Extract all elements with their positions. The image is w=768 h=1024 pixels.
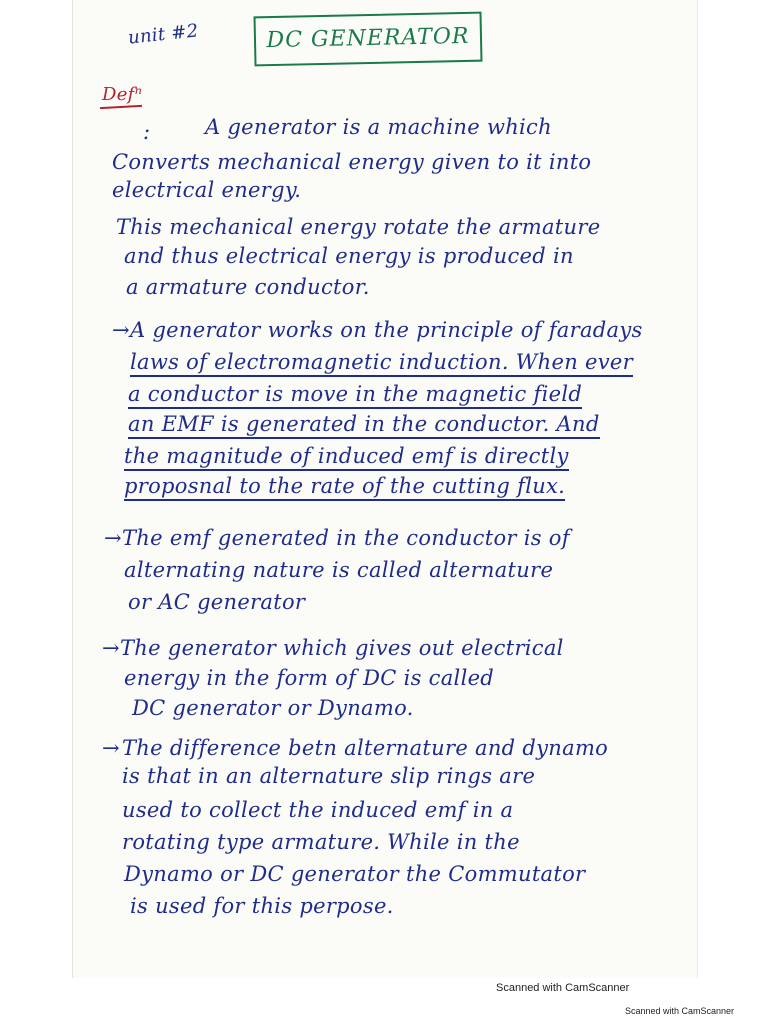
text-line: Dynamo or DC generator the Commutator	[124, 862, 586, 886]
text-line: and thus electrical energy is produced in	[124, 244, 574, 268]
scanner-watermark-small: Scanned with CamScanner	[625, 1006, 735, 1016]
scanner-watermark: Scanned with CamScanner	[496, 982, 630, 994]
definition-label: Defⁿ	[102, 84, 143, 105]
text-line: a armature conductor.	[126, 275, 370, 299]
text-line: The emf generated in the conductor is of	[122, 526, 570, 550]
text-line: electrical energy.	[112, 178, 302, 202]
text-line: is used for this perpose.	[130, 894, 394, 918]
page-title: DC GENERATOR	[266, 23, 470, 54]
text-line: Converts mechanical energy given to it into	[112, 150, 592, 174]
text-line-underlined: a conductor is move in the magnetic field	[128, 382, 582, 409]
text-line-underlined: an EMF is generated in the conductor. And	[128, 412, 600, 439]
text-line: is that in an alternature slip rings are	[122, 764, 536, 788]
text-line: This mechanical energy rotate the armature	[116, 215, 601, 239]
text-line: used to collect the induced emf in a	[122, 798, 514, 822]
text-line: or AC generator	[128, 590, 306, 614]
text-line: energy in the form of DC is called	[124, 666, 495, 690]
text-line: The difference betn alternature and dynamo	[122, 736, 609, 760]
text-line-underlined: the magnitude of induced emf is directly	[124, 444, 569, 471]
title-box	[254, 12, 483, 67]
arrow-bullet-icon: →	[102, 636, 120, 660]
text-line: alternating nature is called alternature	[124, 558, 554, 582]
arrow-bullet-icon: →	[112, 318, 130, 342]
arrow-bullet-icon: →	[104, 526, 122, 550]
text-line-underlined: laws of electromagnetic induction. When ever	[130, 350, 633, 377]
text-line: A generator works on the principle of faradays	[130, 318, 643, 342]
text-line: The generator which gives out electrical	[120, 636, 564, 660]
arrow-bullet-icon: →	[102, 736, 120, 760]
text-line: A generator is a machine which	[205, 115, 552, 139]
text-line: rotating type armature. While in the	[122, 830, 520, 854]
unit-label: unit #2	[127, 20, 200, 49]
text-line: DC generator or Dynamo.	[132, 696, 414, 720]
text-line-underlined: proposnal to the rate of the cutting flux.	[124, 474, 565, 501]
definition-colon: :	[143, 120, 151, 144]
